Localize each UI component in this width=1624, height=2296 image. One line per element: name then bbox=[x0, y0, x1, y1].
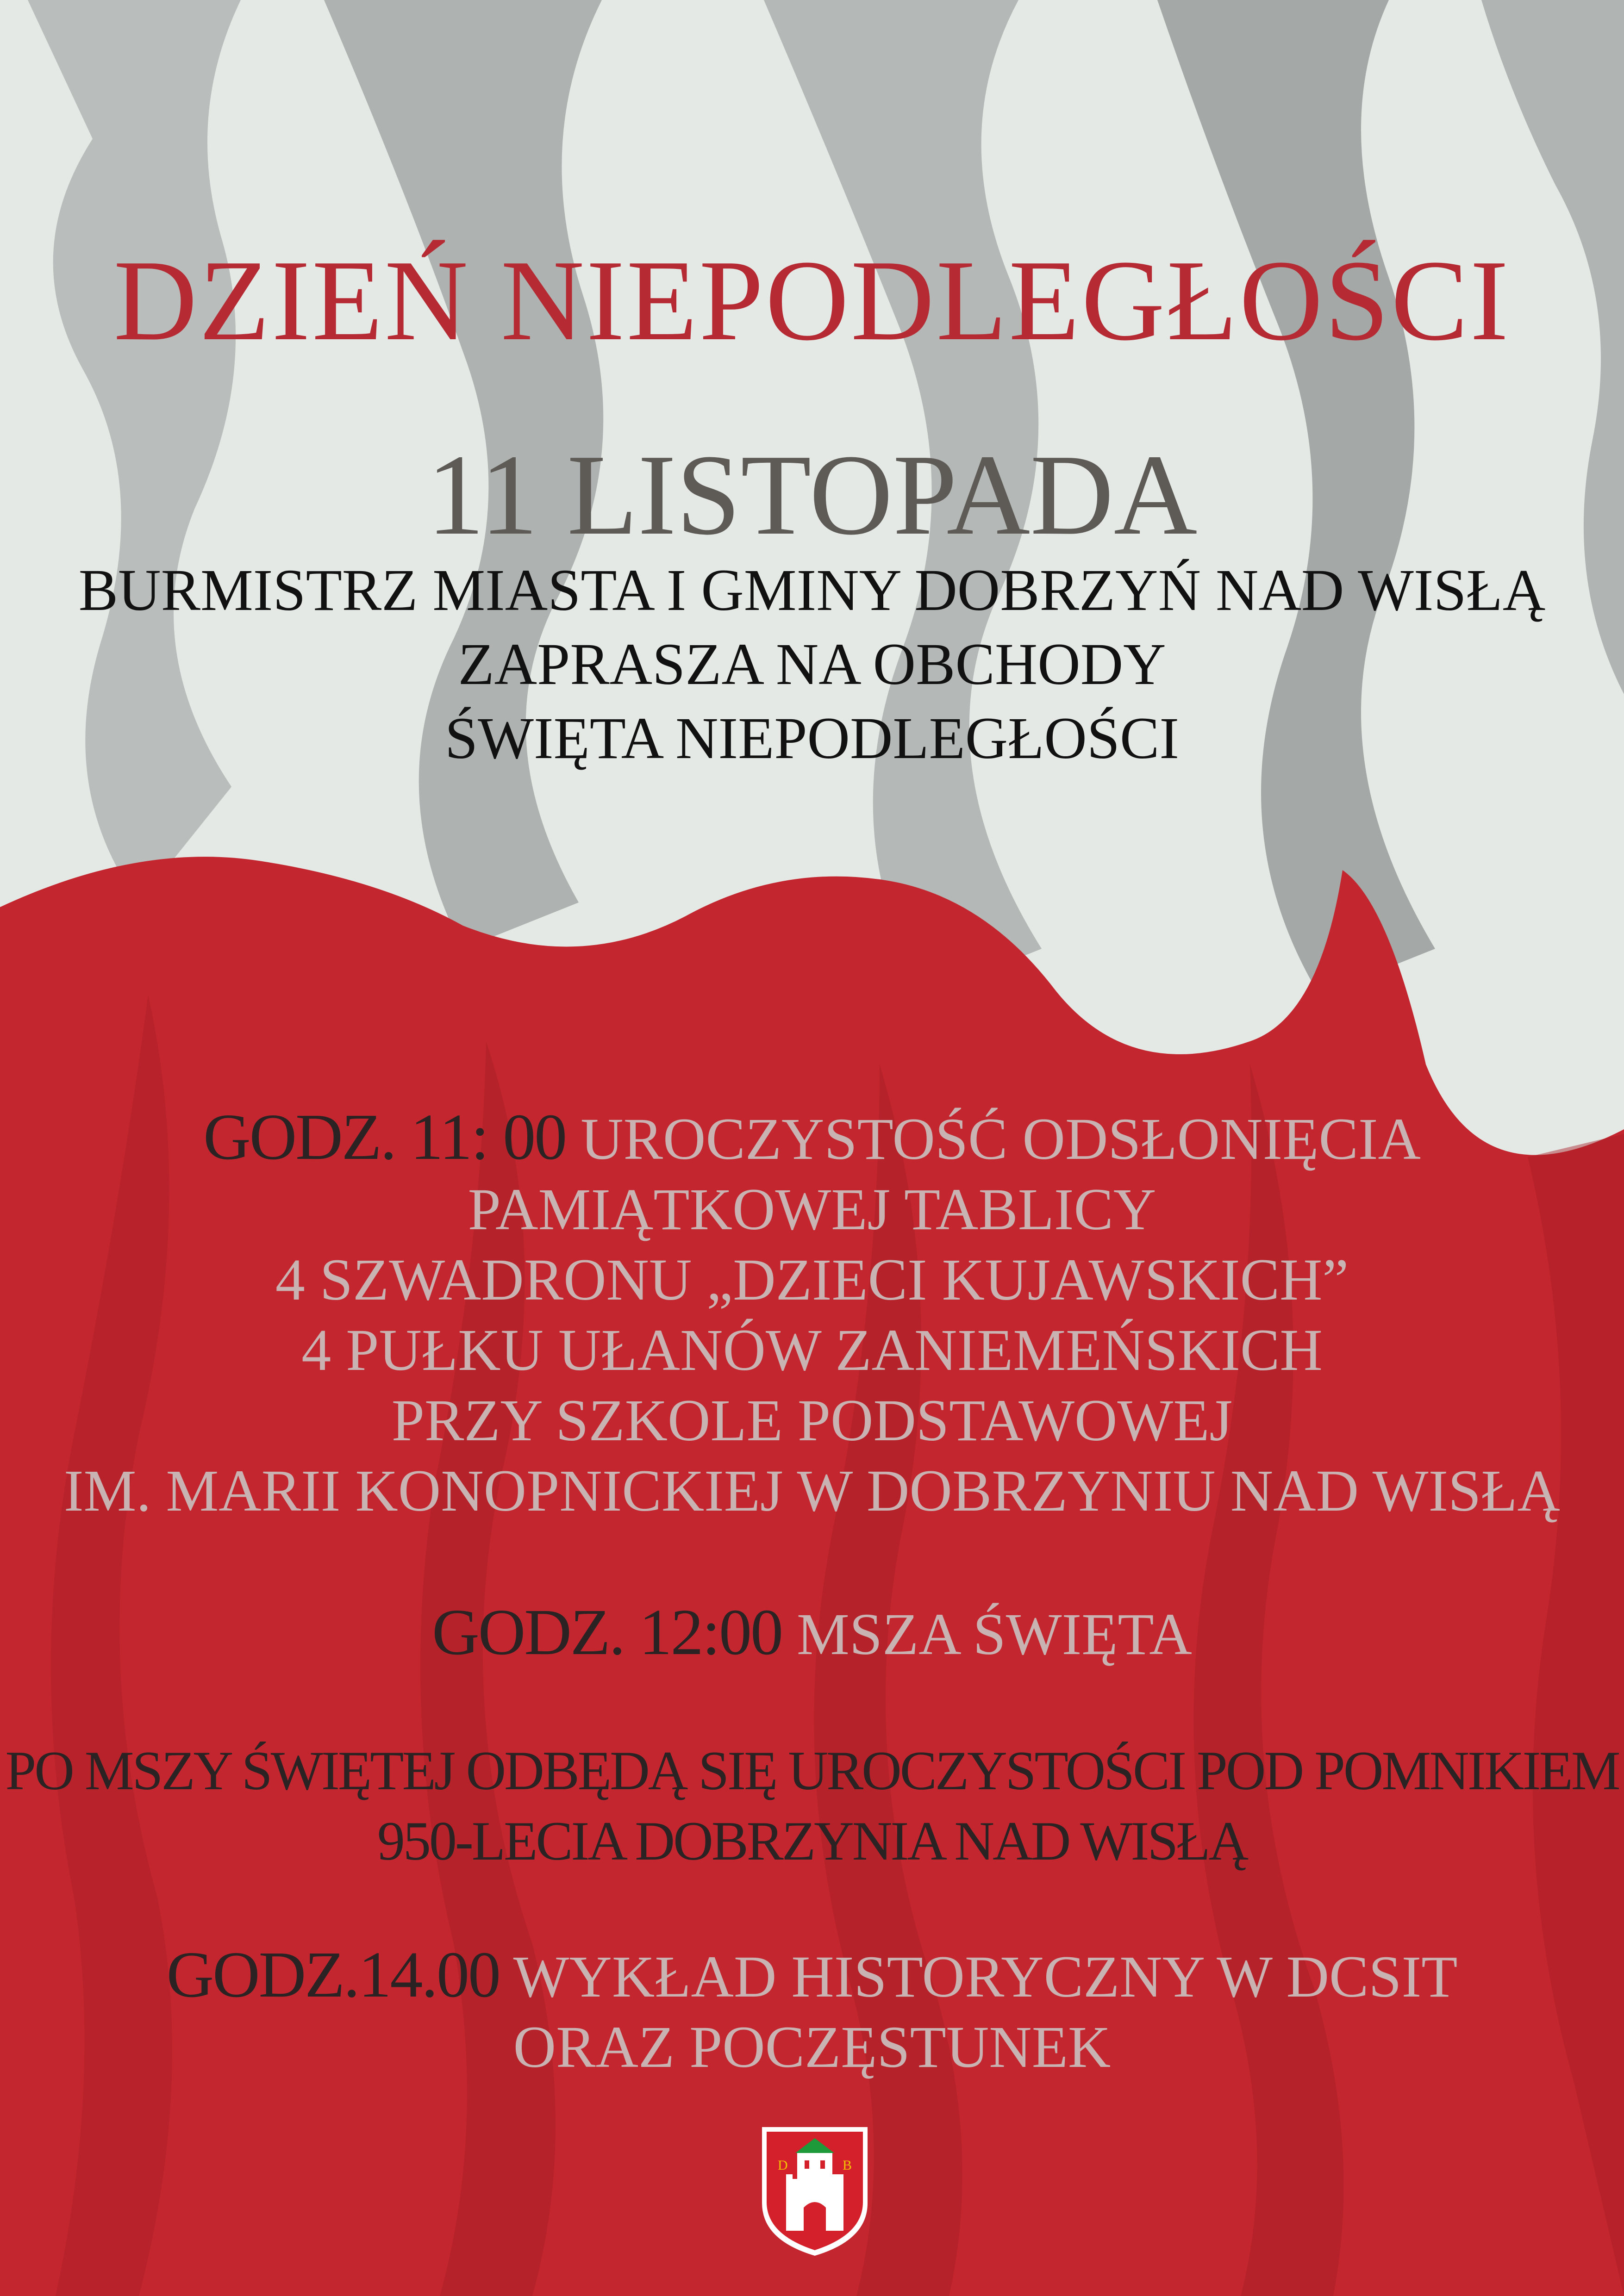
event-4-time: GODZ.14.00 bbox=[166, 1938, 500, 2011]
event-2 bbox=[0, 1597, 1624, 1669]
event-2-text: MSZA ŚWIĘTA bbox=[797, 1601, 1192, 1667]
event-1-time: GODZ. 11: 00 bbox=[203, 1100, 566, 1173]
event-1-line: IM. MARII KONOPNICKIEJ W DOBRZYNIU NAD WISŁĄ bbox=[64, 1458, 1560, 1524]
poster-title: DZIEŃ NIEPODLEGŁOŚCI bbox=[113, 236, 1511, 365]
event-3 bbox=[0, 1736, 1624, 1876]
town-crest-logo bbox=[759, 2124, 870, 2259]
event-1-line: PAMIĄTKOWEJ TABLICY bbox=[468, 1176, 1156, 1242]
event-2-time: GODZ. 12:00 bbox=[432, 1595, 782, 1668]
invitation-text bbox=[0, 553, 1624, 775]
invite-line-2: ZAPRASZA NA OBCHODY bbox=[458, 631, 1166, 697]
event-4-first-line: WYKŁAD HISTORYCZNY W DCSIT bbox=[513, 1944, 1458, 2010]
event-3-line: PO MSZY ŚWIĘTEJ ODBĘDĄ SIĘ UROCZYSTOŚCI POD POMNIKIEM bbox=[5, 1740, 1619, 1801]
event-4-line: ORAZ POCZĘSTUNEK bbox=[513, 2014, 1111, 2080]
invite-line-3: ŚWIĘTA NIEPODLEGŁOŚCI bbox=[444, 705, 1180, 771]
event-1-first-line: UROCZYSTOŚĆ ODSŁONIĘCIA bbox=[581, 1106, 1421, 1172]
invite-line-1: BURMISTRZ MIASTA I GMINY DOBRZYŃ NAD WISŁĄ bbox=[78, 557, 1546, 623]
event-4-heading bbox=[0, 1939, 1624, 2012]
event-1-line: 4 SZWADRONU „DZIECI KUJAWSKICH” bbox=[275, 1247, 1349, 1313]
event-1-heading bbox=[0, 1101, 1624, 1174]
event-date: 11 LISTOPADA bbox=[426, 431, 1198, 559]
event-4 bbox=[0, 1939, 1624, 2082]
event-1 bbox=[0, 1101, 1624, 1526]
event-3-line: 950-LECIA DOBRZYNIA NAD WISŁĄ bbox=[377, 1810, 1247, 1872]
crest-letter-left: D bbox=[778, 2158, 788, 2173]
crest-letter-right: B bbox=[843, 2158, 852, 2173]
event-1-line: 4 PUŁKU UŁANÓW ZANIEMEŃSKICH bbox=[301, 1317, 1323, 1383]
event-1-line: PRZY SZKOLE PODSTAWOWEJ bbox=[391, 1388, 1233, 1453]
